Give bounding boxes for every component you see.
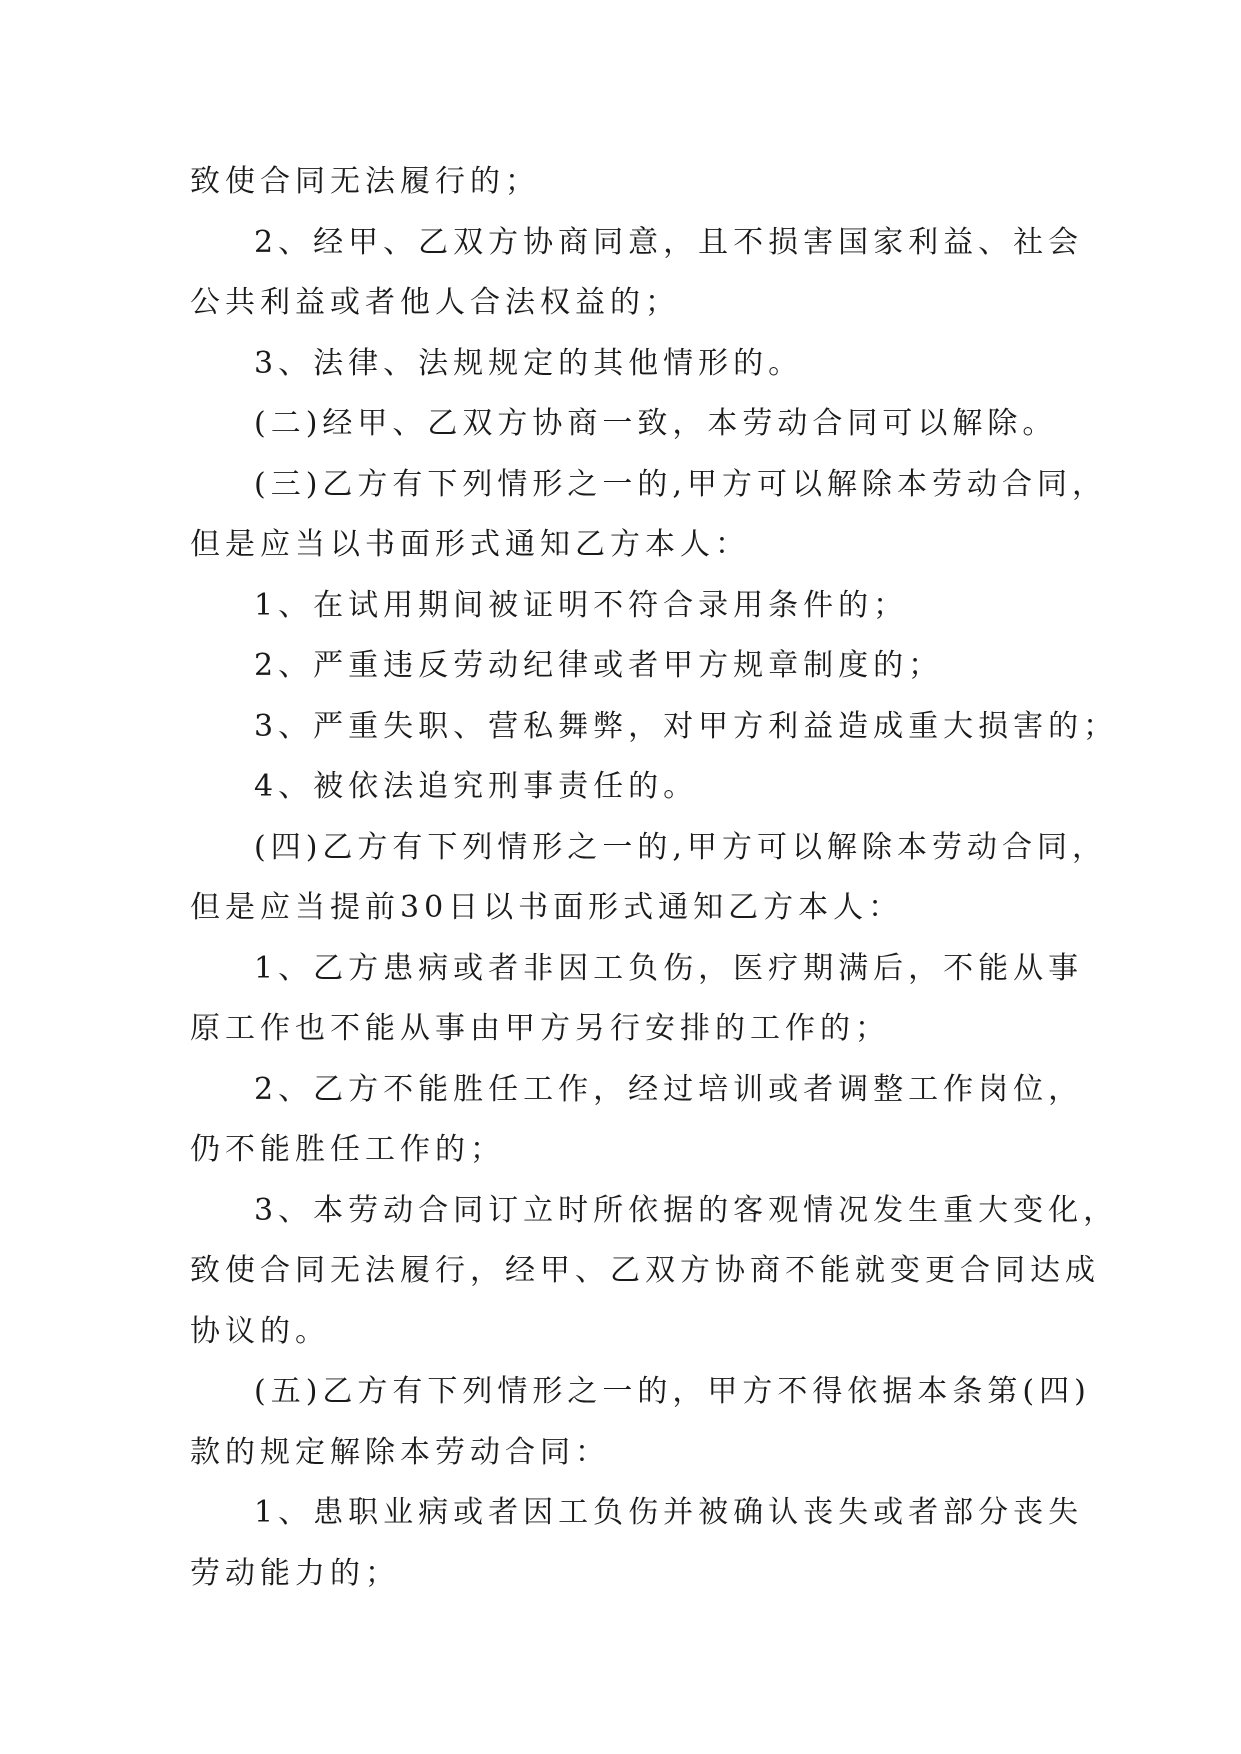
text-line: (三)乙方有下列情形之一的,甲方可以解除本劳动合同， xyxy=(254,466,1107,502)
text-line: 2、经甲、乙双方协商同意，且不损害国家利益、社会 xyxy=(254,224,1084,260)
text-line: 3、严重失职、营私舞弊，对甲方利益造成重大损害的； xyxy=(254,708,1119,744)
text-line: 1、在试用期间被证明不符合录用条件的； xyxy=(254,587,909,623)
text-line: 致使合同无法履行的； xyxy=(190,164,540,199)
text-line: 仍不能胜任工作的； xyxy=(190,1132,505,1167)
text-line: 1、乙方患病或者非因工负伤，医疗期满后，不能从事 xyxy=(254,950,1084,986)
document-body xyxy=(190,152,1119,1604)
text-line: 但是应当以书面形式通知乙方本人： xyxy=(190,527,750,562)
text-line: 2、严重违反劳动纪律或者甲方规章制度的； xyxy=(254,648,944,683)
text-line: 劳动能力的； xyxy=(190,1555,400,1591)
text-line: 致使合同无法履行，经甲、乙双方协商不能就变更合同达成 xyxy=(190,1253,1100,1288)
text-line: 3、本劳动合同订立时所依据的客观情况发生重大变化， xyxy=(254,1192,1119,1228)
text-line: 4、被依法追究刑事责任的。 xyxy=(254,769,699,804)
text-line: 原工作也不能从事由甲方另行安排的工作的； xyxy=(190,1011,890,1046)
text-line: (四)乙方有下列情形之一的,甲方可以解除本劳动合同， xyxy=(254,829,1107,865)
text-line: (五)乙方有下列情形之一的，甲方不得依据本条第(四) xyxy=(254,1374,1091,1409)
text-line: 2、乙方不能胜任工作，经过培训或者调整工作岗位， xyxy=(254,1071,1084,1107)
text-line: 但是应当提前30日以书面形式通知乙方本人： xyxy=(190,890,904,925)
text-line: 公共利益或者他人合法权益的； xyxy=(190,285,680,320)
text-line: 3、法律、法规规定的其他情形的。 xyxy=(254,345,804,381)
text-line: (二)经甲、乙双方协商一致，本劳动合同可以解除。 xyxy=(254,406,1058,441)
text-line: 协议的。 xyxy=(190,1313,330,1349)
text-line: 款的规定解除本劳动合同： xyxy=(190,1434,610,1470)
text-line: 1、患职业病或者因工负伤并被确认丧失或者部分丧失 xyxy=(254,1495,1084,1530)
